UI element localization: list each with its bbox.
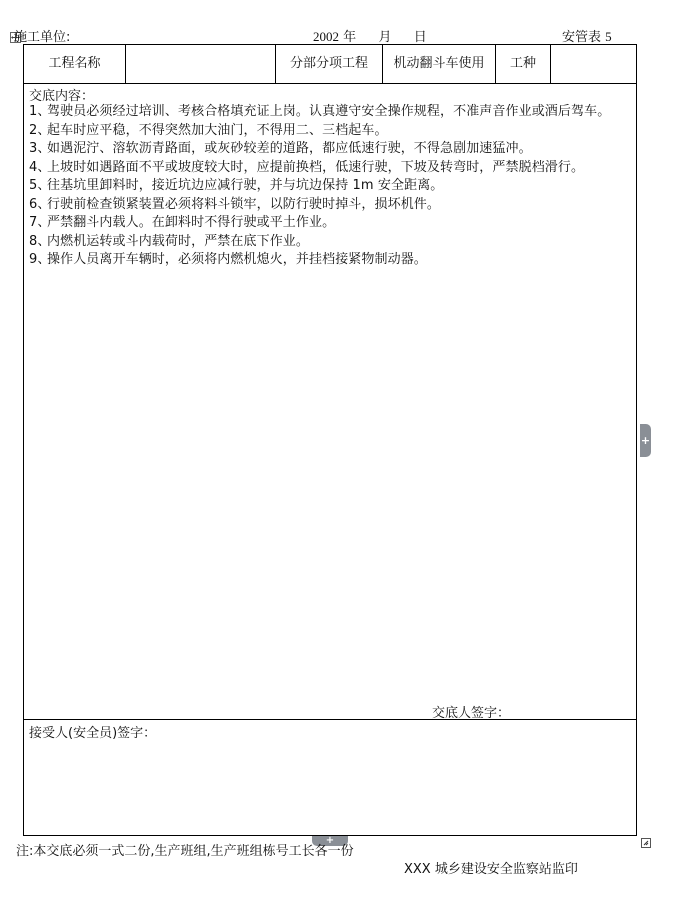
list-item: 4、 上坡时如遇路面不平或坡度较大时，应提前换档，低速行驶，下坡及转弯时，严禁脱档滑行。 [29,159,585,175]
list-item: 5、 往基坑里卸料时，接近坑边应减行驶，并与坑边保持 1m 安全距离。 [29,178,444,193]
add-row-button[interactable]: + [312,836,348,846]
disclosure-content-heading: 交底内容： [29,89,95,104]
discloser-signature-label: 交底人签字： [432,706,511,721]
header-row-divider [24,83,636,84]
sub-project-value[interactable]: 机动翻斗车使用 [393,56,485,71]
disclosure-form-table [23,44,637,836]
footer-note: 注:本交底必须一式二份,生产班组,生产班组栋号工长各一份 [16,844,354,859]
col-divider-3 [382,45,383,83]
list-item: 7、 严禁翻斗内载人。在卸料时不得行驶或平土作业。 [29,215,336,230]
list-item: 8、 内燃机运转或斗内载荷时，严禁在底下作业。 [29,233,310,249]
list-item: 2、 起车时应平稳，不得突然加大油门，不得用二、三档起车。 [29,122,388,138]
sub-project-label: 分部分项工程 [289,56,368,71]
date-month: 月 [378,30,392,45]
date-year-suffix: 年 [343,30,357,45]
construction-unit-label: 施工单位: [14,30,71,45]
project-name-value[interactable] [126,45,275,83]
project-name-label: 工程名称 [48,56,101,71]
table-resize-handle-icon[interactable] [641,838,651,848]
content-row-divider [24,719,636,720]
list-item: 9、 操作人员离开车辆时，必须将内燃机熄火，并挂档接紧物制动器。 [29,252,427,267]
trade-label: 工种 [509,56,536,71]
date-field [313,26,427,45]
add-column-button[interactable]: + [640,424,651,457]
date-year: 2002 [313,29,339,44]
form-id [562,26,612,45]
list-item: 6、 行驶前检查锁紧装置必须将料斗锁牢，以防行驶时掉斗，损坏机件。 [29,196,441,212]
date-day: 日 [413,30,427,45]
receiver-signature-label: 接受人(安全员)签字： [29,726,157,741]
trade-value[interactable] [551,45,637,83]
list-item: 1、 驾驶员必须经过培训、考核合格填充证上岗。认真遵守安全操作规程，不准声音作业或酒后驾车。 [29,104,611,119]
list-item: 3、 如遇泥泞、溶软沥青路面，或灰砂较差的道路，都应低速行驶，不得急剧加速猛冲。 [29,141,532,156]
supervision-stamp-text: XXX 城乡建设安全监察站监印 [404,862,578,877]
form-label: 安管表 [562,30,602,45]
form-number: 5 [605,29,612,44]
safety-rules-list [29,103,633,270]
